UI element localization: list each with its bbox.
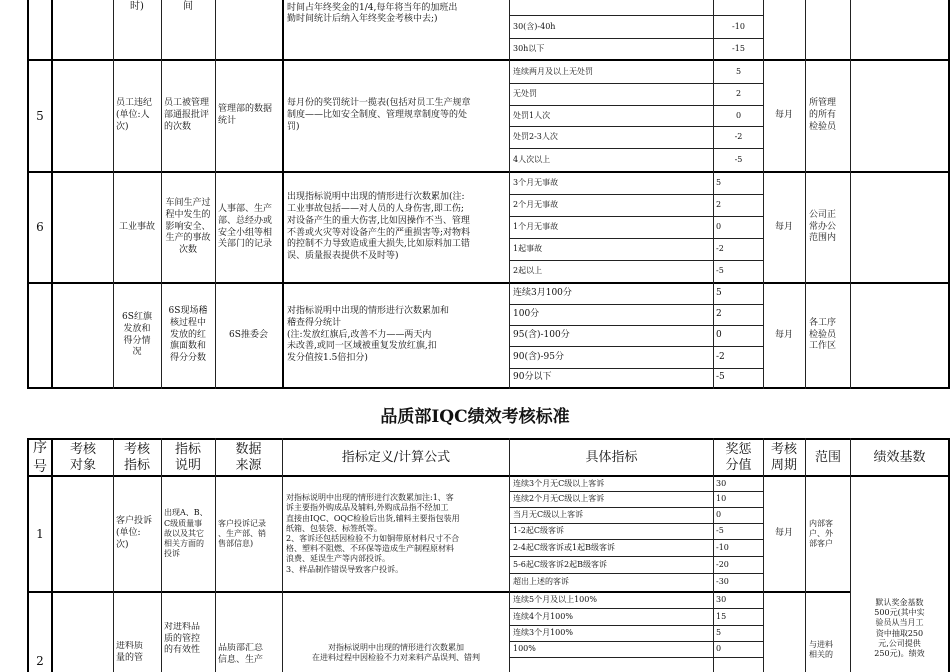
header-formula: 指标定义/计算公式: [341, 449, 451, 465]
source-cell: 客户投诉记录 、生产部、销 售部信息): [218, 518, 266, 549]
performance-base-cell: 默认奖金基数 500元(其中实 验员从当月工 资中抽取250 元,公司提供 250元)。绩效: [874, 598, 925, 659]
indicator-cell: 工业事故: [118, 221, 155, 232]
row-number: 5: [36, 108, 44, 123]
score-cell: 2: [716, 200, 722, 210]
formula-cell: 每月份的奖罚统计一揽表(包括对员工生产规章 制度——比如安全制度、管理规章制度等的处 罚): [287, 98, 471, 132]
object-cell: 时): [130, 1, 144, 13]
spec-cell: 90分以下: [513, 372, 552, 383]
scope-cell: 各工序 检验员 工作区: [809, 317, 837, 352]
spec-cell: 95(含)-100分: [513, 330, 570, 341]
score-cell: 0: [716, 644, 722, 654]
spec-cell: 1起事故: [513, 244, 543, 254]
description-cell: 出现A、B、 C级质量事 故以及其它 相关方面的 投诉: [164, 508, 208, 559]
description-cell: 员工被管理 部通报批评 的次数: [164, 98, 210, 132]
spec-cell: 100分: [513, 309, 540, 320]
score-cell: 0: [716, 330, 722, 341]
spec-cell: 2-4起C级客诉或1起B级客诉: [513, 542, 615, 552]
score-cell: 5: [716, 288, 722, 299]
score-cell: -2: [716, 351, 725, 362]
spec-cell: 连续3个月无C级以上客诉: [513, 478, 605, 488]
spec-cell: 5-6起C级客诉2起B级客诉: [513, 559, 607, 569]
score-cell: 15: [716, 611, 727, 621]
score-cell: 5: [716, 628, 722, 638]
spec-cell: 处罚2-3人次: [513, 132, 558, 142]
score-cell: 0: [716, 222, 722, 232]
spec-cell: 100%: [513, 644, 536, 654]
header-period: 考核 周期: [770, 441, 797, 473]
header-no: 序 号: [33, 440, 47, 475]
description-cell: 对进料品 质的管控 的有效性: [164, 622, 201, 656]
header-scope: 范围: [814, 449, 841, 465]
spec-cell: 连续4个月100%: [513, 611, 573, 621]
header-description: 指标 说明: [174, 441, 201, 473]
spec-cell: 连续5个月及以上100%: [513, 595, 597, 605]
score-cell: -2: [716, 244, 724, 254]
indicator-cell: 客户投诉 (单位: 次): [116, 516, 153, 550]
score-cell: 5: [716, 178, 722, 188]
formula-cell: 对指标说明中出现的情形进行次数累加 在进料过程中因检验不力对来料产品误判、错判: [312, 643, 480, 663]
spec-cell: 超出上述的客诉: [513, 577, 569, 587]
source-cell: 6S推委会: [229, 329, 268, 340]
header-score: 奖惩 分值: [725, 441, 752, 473]
spec-cell: 30h以下: [513, 43, 545, 53]
score-cell: -5: [734, 154, 743, 164]
period-cell: 每月: [774, 329, 793, 340]
spec-cell: 90(含)-95分: [513, 351, 564, 362]
score-cell: -5: [716, 372, 725, 383]
score-cell: 10: [716, 494, 727, 504]
spec-cell: 当月无C级以上客诉: [513, 510, 584, 520]
spec-cell: 2个月无事故: [513, 200, 559, 210]
row-number: 2: [36, 654, 44, 668]
source-cell: 人事部、生产 部、总经办或 安全小组等相 关部门的记录: [218, 204, 273, 250]
score-cell: -5: [716, 266, 724, 276]
header-base: 绩效基数: [873, 449, 926, 465]
indicator-cell: 进料质 量的管: [116, 641, 144, 663]
description-cell: 车间生产过 程中发生的 影响安全、 生产的事故 次数: [165, 198, 211, 256]
score-cell: -2: [734, 132, 743, 142]
score-cell: -5: [716, 526, 724, 536]
source-cell: 品质部汇总 信息、生产: [218, 643, 264, 665]
indicator-cell: 员工违纪 (单位:人 次): [116, 98, 153, 132]
formula-cell: 对指标说明中出现的情形进行次数累加和 稽查得分统计 (注:发放红旗后,改善不力——两天内 未改善,或同一区域被重复发放红旗,扣 发分值按1.5倍扣分): [287, 306, 450, 364]
scope-cell: 与进料 相关的: [809, 640, 833, 660]
score-cell: -10: [716, 542, 729, 552]
spec-cell: 连续两月及以上无处罚: [513, 66, 593, 76]
scope-cell: 公司正 常办公 范围内: [809, 209, 837, 244]
score-cell: -30: [716, 577, 729, 587]
description-cell: 6S现场稽 核过程中 发放的红 旗面数和 得分分数: [168, 306, 208, 364]
row-number: 6: [36, 220, 44, 235]
score-cell: -15: [732, 43, 745, 53]
scope-cell: 内部客 户、外 部客户: [809, 518, 833, 549]
header-object: 考核 对象: [69, 441, 96, 473]
indicator-cell: 6S红旗 发放和 得分情 况: [122, 312, 152, 358]
spec-cell: 1个月无事故: [513, 222, 559, 232]
spec-cell: 1-2起C级客诉: [513, 526, 565, 536]
indicator-cell: 间: [183, 1, 193, 13]
spec-cell: 4人次以上: [513, 154, 551, 164]
spec-cell: 无处罚: [513, 89, 537, 99]
spec-cell: 连续3月100分: [513, 288, 572, 299]
score-cell: 0: [716, 510, 722, 520]
spec-cell: 连续2个月无C级以上客诉: [513, 494, 605, 504]
header-source: 数据 来源: [235, 441, 262, 473]
spec-cell: 30(含)-40h: [513, 21, 556, 31]
period-cell: 每月: [774, 528, 793, 539]
spec-cell: 3个月无事故: [513, 178, 559, 188]
formula-cell: 出现指标说明中出现的情形进行次数累加(注: 工业事故包括——对人员的人身伤害,即工伤; 对设备产生的重大伤害,比如因操作不当、管理 不善或火灾等对设备产生的严重损害等;对物料 的控制不力导致造成重大损失,比如原料加工错 误、质量报表提供不及时等): [287, 192, 471, 261]
score-cell: 2: [735, 89, 742, 99]
header-indicator: 考核 指标: [123, 441, 150, 473]
score-cell: 30: [716, 595, 727, 605]
row-number: 1: [36, 526, 44, 541]
score-cell: 2: [716, 309, 722, 320]
spec-cell: 处罚1人次: [513, 110, 551, 120]
spec-cell: 连续3个月100%: [513, 628, 573, 638]
scope-cell: 所管理 的所有 检验员: [809, 98, 837, 132]
period-cell: 每月: [774, 221, 793, 232]
score-cell: 0: [735, 110, 742, 120]
header-spec: 具体指标: [585, 449, 638, 465]
score-cell: 5: [735, 66, 742, 76]
score-cell: 30: [716, 478, 727, 488]
score-cell: -20: [716, 559, 729, 569]
formula-cell: 对指标说明中出现的情形进行次数累加注:1、客 诉主要指外购成品及辅料,外购成品指不经加工 直接由IQC、OQC检验后出货,辅料主要指包装用 纸箱、包装袋、标签纸等。 2、客诉还包括因检验不力如铜带原材料尺寸不合 格、塑料不阻燃、不环保等造成生产制程原材料 浪费、延误生产等内部投诉。 3、样品制作错误导致客户投诉。: [286, 493, 460, 574]
formula-cell: 时间占年终奖金的1/4,每年将当年的加班出 勤时间统计后纳入年终奖金考核中去;): [287, 2, 458, 25]
score-cell: -10: [732, 21, 745, 31]
spec-cell: 2起以上: [513, 266, 543, 276]
page-title: 品质部IQC绩效考核标准: [380, 407, 570, 427]
source-cell: 管理部的数据 统计: [218, 104, 273, 126]
period-cell: 每月: [774, 110, 793, 121]
